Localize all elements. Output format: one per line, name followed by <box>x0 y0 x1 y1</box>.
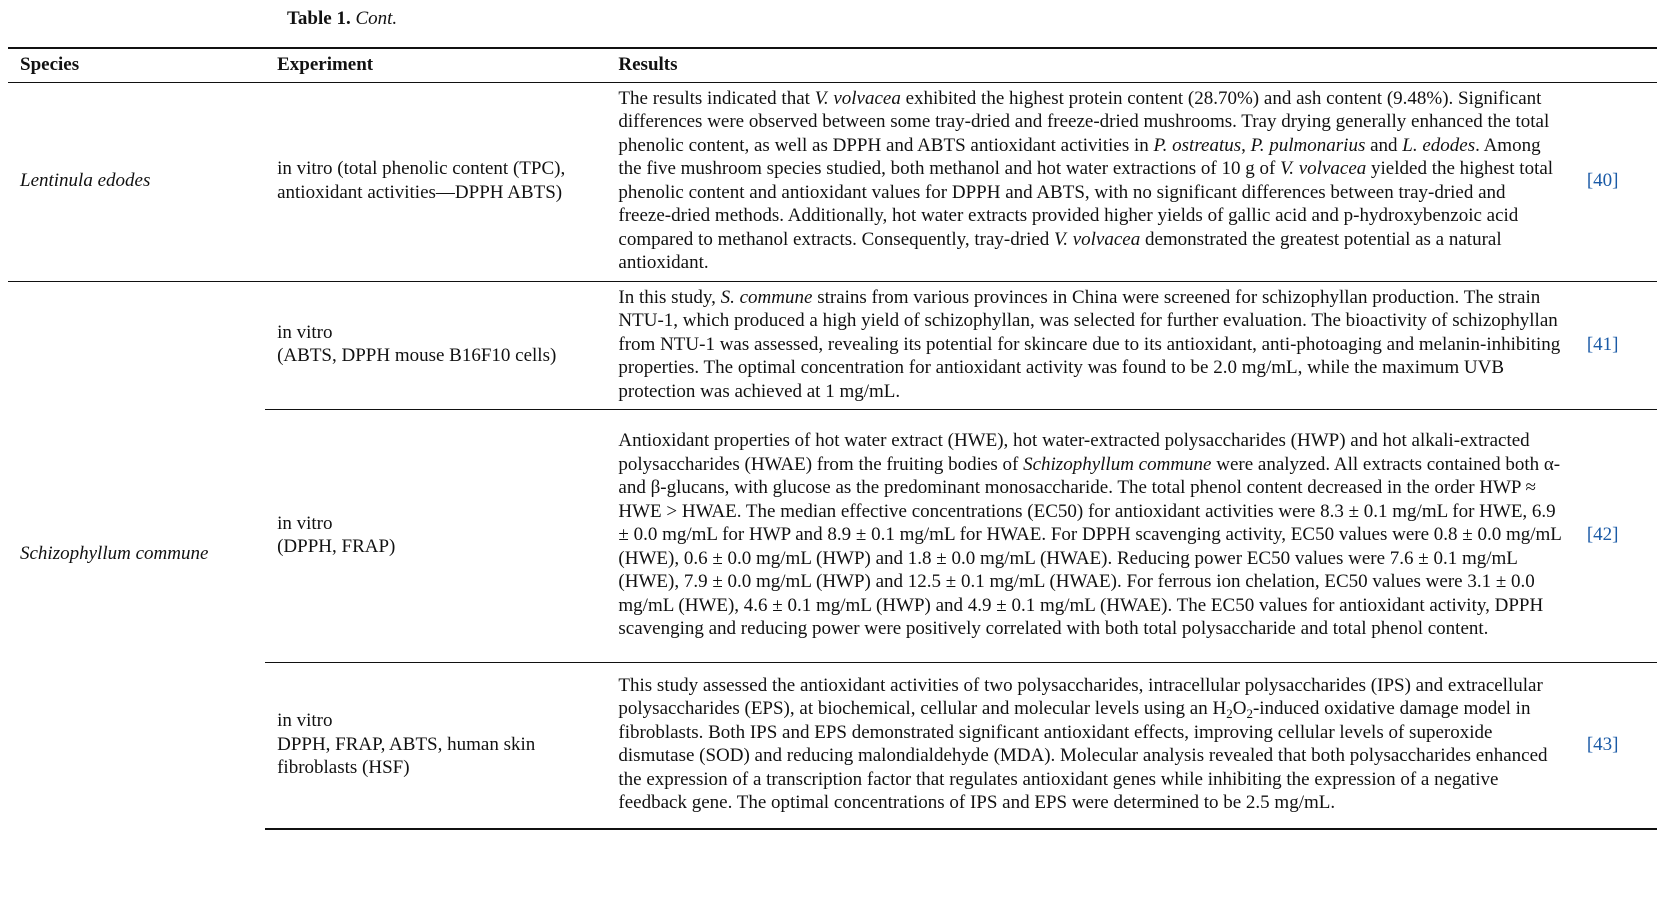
results-cell: This study assessed the antioxidant activities of two polysaccharides, intracellular polysaccharides (IPS) and extracellular polysaccharides (EPS), at biochemical, cellular and molecular levels using an $H_2O_2$-induced oxidative damage model in fibroblasts. Both IPS and EPS demonstrated significant antioxidant effects, improving cellular levels of superoxide dismutase (SOD) and reducing malondialdehyde (MDA). Molecular analysis revealed that both polysaccharides enhanced the expression of a transcription factor that regulates antioxidant genes while inhibiting the expression of a negative feedback gene. The optimal concentrations of IPS and EPS were determined to be 2.5 mg/mL. <box>606 663 1568 829</box>
table-cont: Cont. <box>355 8 398 29</box>
reference-cell <box>1568 82 1657 281</box>
reference-cell <box>1568 410 1657 663</box>
reference-cell <box>1568 281 1657 410</box>
experiment-line: DPPH, FRAP, ABTS, human skin <box>277 733 536 755</box>
results-cell: In this study, S. commune strains from various provinces in China were screened for schizophyllan production. The strain NTU-1, which produced a high yield of schizophyllan, was selected for further evaluation. The bioactivity of schizophyllan from NTU-1 was assessed, revealing its potential for skincare due to its antioxidant, anti-photoaging and melanin-inhibiting properties. The optimal concentration for antioxidant activity was found to be 2.0 mg/mL, while the maximum UVB protection was achieved at 1 mg/mL. <box>606 281 1568 410</box>
results-cell: The results indicated that V. volvacea exhibited the highest protein content (28.70%) and ash content (9.48%). Significant differences were observed between some tray-dried and freeze-dried mushrooms. Tray drying generally enhanced the total phenolic content, as well as DPPH and ABTS antioxidant activities in P. ostreatus, P. pulmonarius and L. edodes. Among the five mushroom species studied, both methanol and hot water extractions of 10 g of V. volvacea yielded the highest total phenolic content and antioxidant values for DPPH and ABTS, with no significant differences between tray-dried and freeze-dried methods. Additionally, hot water extracts provided higher yields of gallic acid and p-hydroxybenzoic acid compared to methanol extracts. Consequently, tray-dried V. volvacea demonstrated the greatest potential as a natural antioxidant. <box>606 82 1568 281</box>
experiment-cell <box>265 82 606 281</box>
experiment-line: in vitro (total phenolic content (TPC), <box>277 158 566 179</box>
header-species: Species <box>8 48 265 82</box>
header-experiment: Experiment <box>265 48 606 82</box>
table-row <box>8 82 1657 281</box>
reference-link[interactable]: [40] <box>1586 169 1619 191</box>
table-row <box>8 281 1657 410</box>
results-cell: Antioxidant properties of hot water extract (HWE), hot water-extracted polysaccharides (HWP) and hot alkali-extracted polysaccharides (HWAE) from the fruiting bodies of Schizophyllum commune were analyzed. All extracts contained both α- and β-glucans, with glucose as the predominant monosaccharide. The total phenol content decreased in the order HWP ≈ HWE > HWAE. The median effective concentrations (EC50) for antioxidant activities were 8.3 ± 0.1 mg/mL for HWE, 6.9 ± 0.0 mg/mL for HWP and 8.9 ± 0.1 mg/mL for HWAE. For DPPH scavenging activity, EC50 values were 0.8 ± 0.0 mg/mL (HWE), 0.6 ± 0.0 mg/mL (HWP) and 1.8 ± 0.0 mg/mL (HWAE). Reducing power EC50 values were 7.6 ± 0.1 mg/mL (HWE), 7.9 ± 0.0 mg/mL (HWP) and 12.5 ± 0.1 mg/mL (HWAE). For ferrous ion chelation, EC50 values were 3.1 ± 0.0 mg/mL (HWE), 4.6 ± 0.1 mg/mL (HWP) and 4.9 ± 0.1 mg/mL (HWAE). The EC50 values for antioxidant activity, DPPH scavenging and reducing power were positively correlated with both total polysaccharide and total phenol content. <box>606 410 1568 663</box>
species-cell: Lentinula edodes <box>8 82 265 281</box>
header-row <box>8 48 1657 82</box>
experiment-cell <box>265 410 606 663</box>
species-cell: Schizophyllum commune <box>8 281 265 829</box>
experiment-line: in vitro <box>277 321 333 343</box>
experiment-line: fibroblasts (HSF) <box>277 757 410 778</box>
header-results: Results <box>606 48 1657 82</box>
experiment-line: (ABTS, DPPH mouse B16F10 cells) <box>277 345 557 367</box>
reference-cell <box>1568 663 1657 829</box>
experiment-cell <box>265 281 606 410</box>
reference-link[interactable]: [42] <box>1586 524 1619 546</box>
results-table <box>8 47 1657 830</box>
experiment-line: in vitro <box>277 710 333 731</box>
experiment-line: in vitro <box>277 512 333 534</box>
reference-link[interactable]: [41] <box>1586 333 1619 355</box>
reference-link[interactable]: [43] <box>1586 733 1619 755</box>
experiment-line: antioxidant activities—DPPH ABTS) <box>277 181 563 203</box>
experiment-line: (DPPH, FRAP) <box>277 536 396 557</box>
table-caption <box>287 8 397 30</box>
experiment-cell <box>265 663 606 829</box>
table-label: Table 1. <box>287 8 351 29</box>
